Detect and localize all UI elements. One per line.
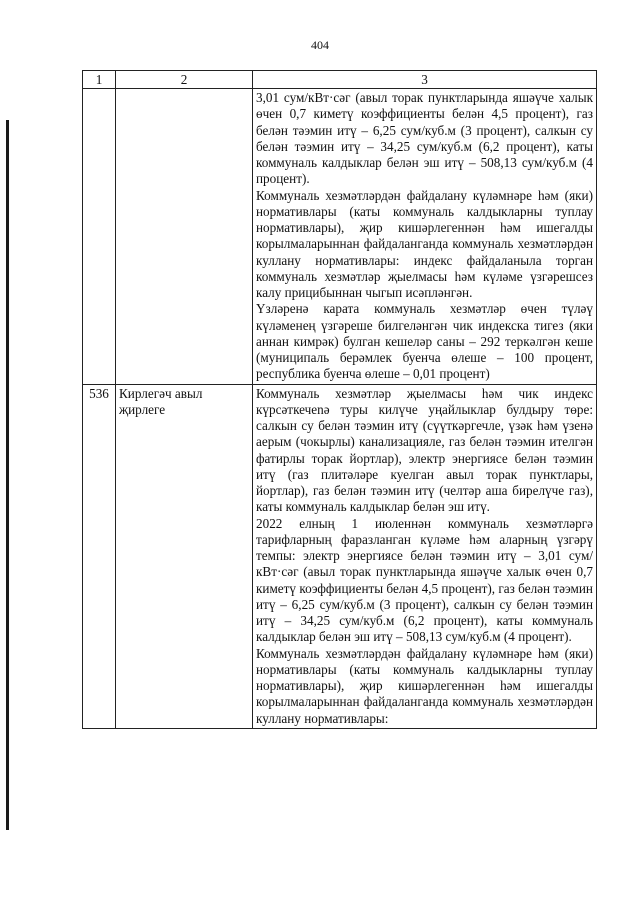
table-row [83,89,597,385]
paragraph: 2022 елның 1 июленнән коммуналь хезмәтләргә тарифларның фаразланган күләме һәм аларның үзгәрү темпы: электр энергиясе белән тәэмин итү – 3,01 сум/кВт·сәг (авыл торак пунктларында яшәүче халык өчен 0,7 киметү коэффициенты белән 4,5 процент), газ белән тәэмин итү – 6,25 сум/куб.м (3 процент), салкын су белән тәэмин итү – 34,25 сум/куб.м (6,2 процент), каты коммуналь калдыклар белән эш итү – 508,13 сум/куб.м (4 процент). [256,515,593,645]
document-table [82,70,597,729]
row-content [253,384,597,728]
paragraph: Коммуналь хезмәтләрдән файдалану күләмнәре һәм (яки) нормативлары (каты коммуналь калдыкларны туплау нормативлары), җир кишәрлегеннән һәм ишегалды корылмаларыннан файдаланганда коммуналь хезмәтләрдән куллану нормативлары: [256,645,593,726]
paragraph: Үзләренә карата коммуналь хезмәтләр өчен түләү күләменең үзгәреше билгеләнгән чик индекска тигез (яки аннан кимрәк) булган кешеләр саны – 292 теркәлгән кеше (муниципаль берәмлек буенча өлеше – 100 процент, республика буенча өлеше – 0,01 процент) [256,301,593,382]
municipality-name [116,89,253,385]
column-header: 1 [83,71,116,89]
margin-binding-bar [6,120,9,830]
column-header: 2 [116,71,253,89]
row-number: 536 [83,384,116,728]
paragraph: Коммуналь хезмәтләр җыелмасы һәм чик индекс күрсәткечenә туры килүче уңайлыклар булдыру төре: салкын су белән тәэмин итү (сүүткәргечле, үзәк һәм үзенә аерым (чокырлы) канализацияле, газ белән тәэмин ителгән фатирлы торак йортлар), электр энергиясе белән тәэмин итү (газ плитәләре куелган авыл торак пунктлары, йортлар), газ белән тәэмин итү (челтәр аша бирелүче газ), каты коммуналь калдыклар белән эш итү. [256,385,593,515]
column-header: 3 [253,71,597,89]
table-header-row [83,71,597,89]
table-row [83,384,597,728]
row-content [253,89,597,385]
paragraph: 3,01 сум/кВт·сәг (авыл торак пунктларында яшәүче халык өчен 0,7 киметү коэффициенты белән 4,5 процент), газ белән тәэмин итү – 6,25 сум/куб.м (3 процент), салкын су белән тәэмин итү – 34,25 сум/куб.м (6,2 процент), каты коммуналь калдыклар белән эш итү – 508,13 сум/куб.м (4 процент). [256,90,593,187]
municipality-name: Кирлегәч авыл җирлеге [116,384,253,728]
paragraph: Коммуналь хезмәтләрдән файдалану күләмнәре һәм (яки) нормативлары (каты коммуналь калдыкларны туплау нормативлары), җир кишәрлегеннән һәм ишегалды корылмаларыннан файдаланганда коммуналь хезмәтләрдән куллану нормативлары: индекс файдаланыла торган коммуналь хезмәтләр җыелмасы һәм күләме үзгәрешсез калу прицибыннан чыгып исәпләнгән. [256,187,593,300]
row-number [83,89,116,385]
page-number: 404 [311,38,329,52]
